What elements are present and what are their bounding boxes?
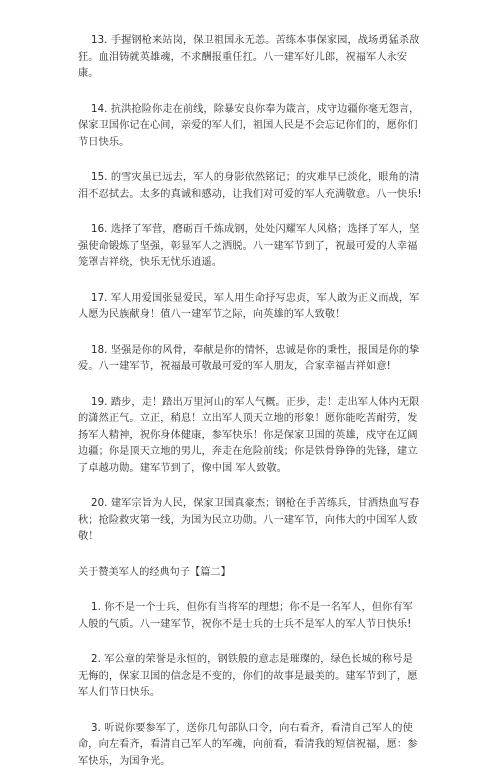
paragraph-20: 20. 建军宗旨为人民，保家卫国真豪杰；钢枪在手苦练兵，甘洒热血写春秋；抢险救灾第一线，为国为民立功勋。八一建军节，向伟大的中国军人致敬！ [78, 496, 422, 546]
section-heading: 关于赞美军人的经典句子【篇二】 [78, 565, 422, 582]
paragraph-13: 13. 手握钢枪来站岗，保卫祖国永无恙。苦练本事保家园，战场勇猛杀敌狂。血泪铸就英雄魂，不求酬报重任扛。八一建军好儿郎，祝福军人永安康。 [78, 33, 422, 83]
paragraph-17: 17. 军人用爱国张显爱民，军人用生命抒写忠贞，军人敢为正义而战，军人愿为民族献身！值八一建军节之际，向英雄的军人致敬！ [78, 291, 422, 324]
paragraph-18: 18. 坚强是你的风骨，奉献是你的情怀，忠诚是你的秉性，报国是你的挚爱。八一建军节，祝福最可敬最可爱的军人朋友，合家幸福吉祥如意! [78, 343, 422, 376]
paragraph-19: 19. 踏步，走！踏出万里河山的军人气概。正步，走！走出军人体内无限的潇然正气。立正，稍息！立出军人顶天立地的形象！愿你能吃苦耐劳，发扬军人精神，祝你身体健康，参军快乐！你是保家卫国的英雄，戍守在辽阔边疆；你是顶天立地的男儿，奔走在危险前线；你是铁骨铮铮的先锋，建立了卓越功勋。建军节到了，像中国 军人致敬。 [78, 395, 422, 478]
paragraph-1: 1. 你不是一个士兵，但你有当将军的理想；你不是一名军人，但你有军人般的气质。八一建军节，祝你不是士兵的士兵不是军人的军人节日快乐! [78, 600, 422, 633]
paragraph-16: 16. 选择了军营，磨砺百千炼成钢，处处闪耀军人风格；选择了军人，坚强使命锻炼了坚强，彰显军人之洒脱。八一建军节到了，祝最可爱的人幸福笼罩吉祥绕，快乐无忧乐逍遥。 [78, 222, 422, 272]
paragraph-15: 15. 的雪灾虽已远去，军人的身影依然铭记；的灾难早已淡化，眼角的清泪不忍拭去。太多的真诚和感动，让我们对可爱的军人充满敬意。八一快乐! [78, 170, 422, 203]
paragraph-2: 2. 军公章的荣誉是永恒的，钢铁般的意志是璀璨的，绿色长城的称号是无悔的，保家卫国的信念是不变的，你们的故事是最美的。建军节到了，愿军人们节日快乐。 [78, 652, 422, 702]
paragraph-14: 14. 抗洪抢险你走在前线，除暴安良你奉为箴言，戍守边疆你毫无怨言，保家卫国你记在心间，亲爱的军人们，祖国人民是不会忘记你们的，愿你们节日快乐。 [78, 102, 422, 152]
paragraph-3: 3. 听说你要参军了，送你几句部队口令，向右看齐，看清自己军人的使命，向左看齐，看清自己军人的军魂，向前看，看清我的短信祝福，愿：参军快乐，为国争光。 [78, 721, 422, 770]
